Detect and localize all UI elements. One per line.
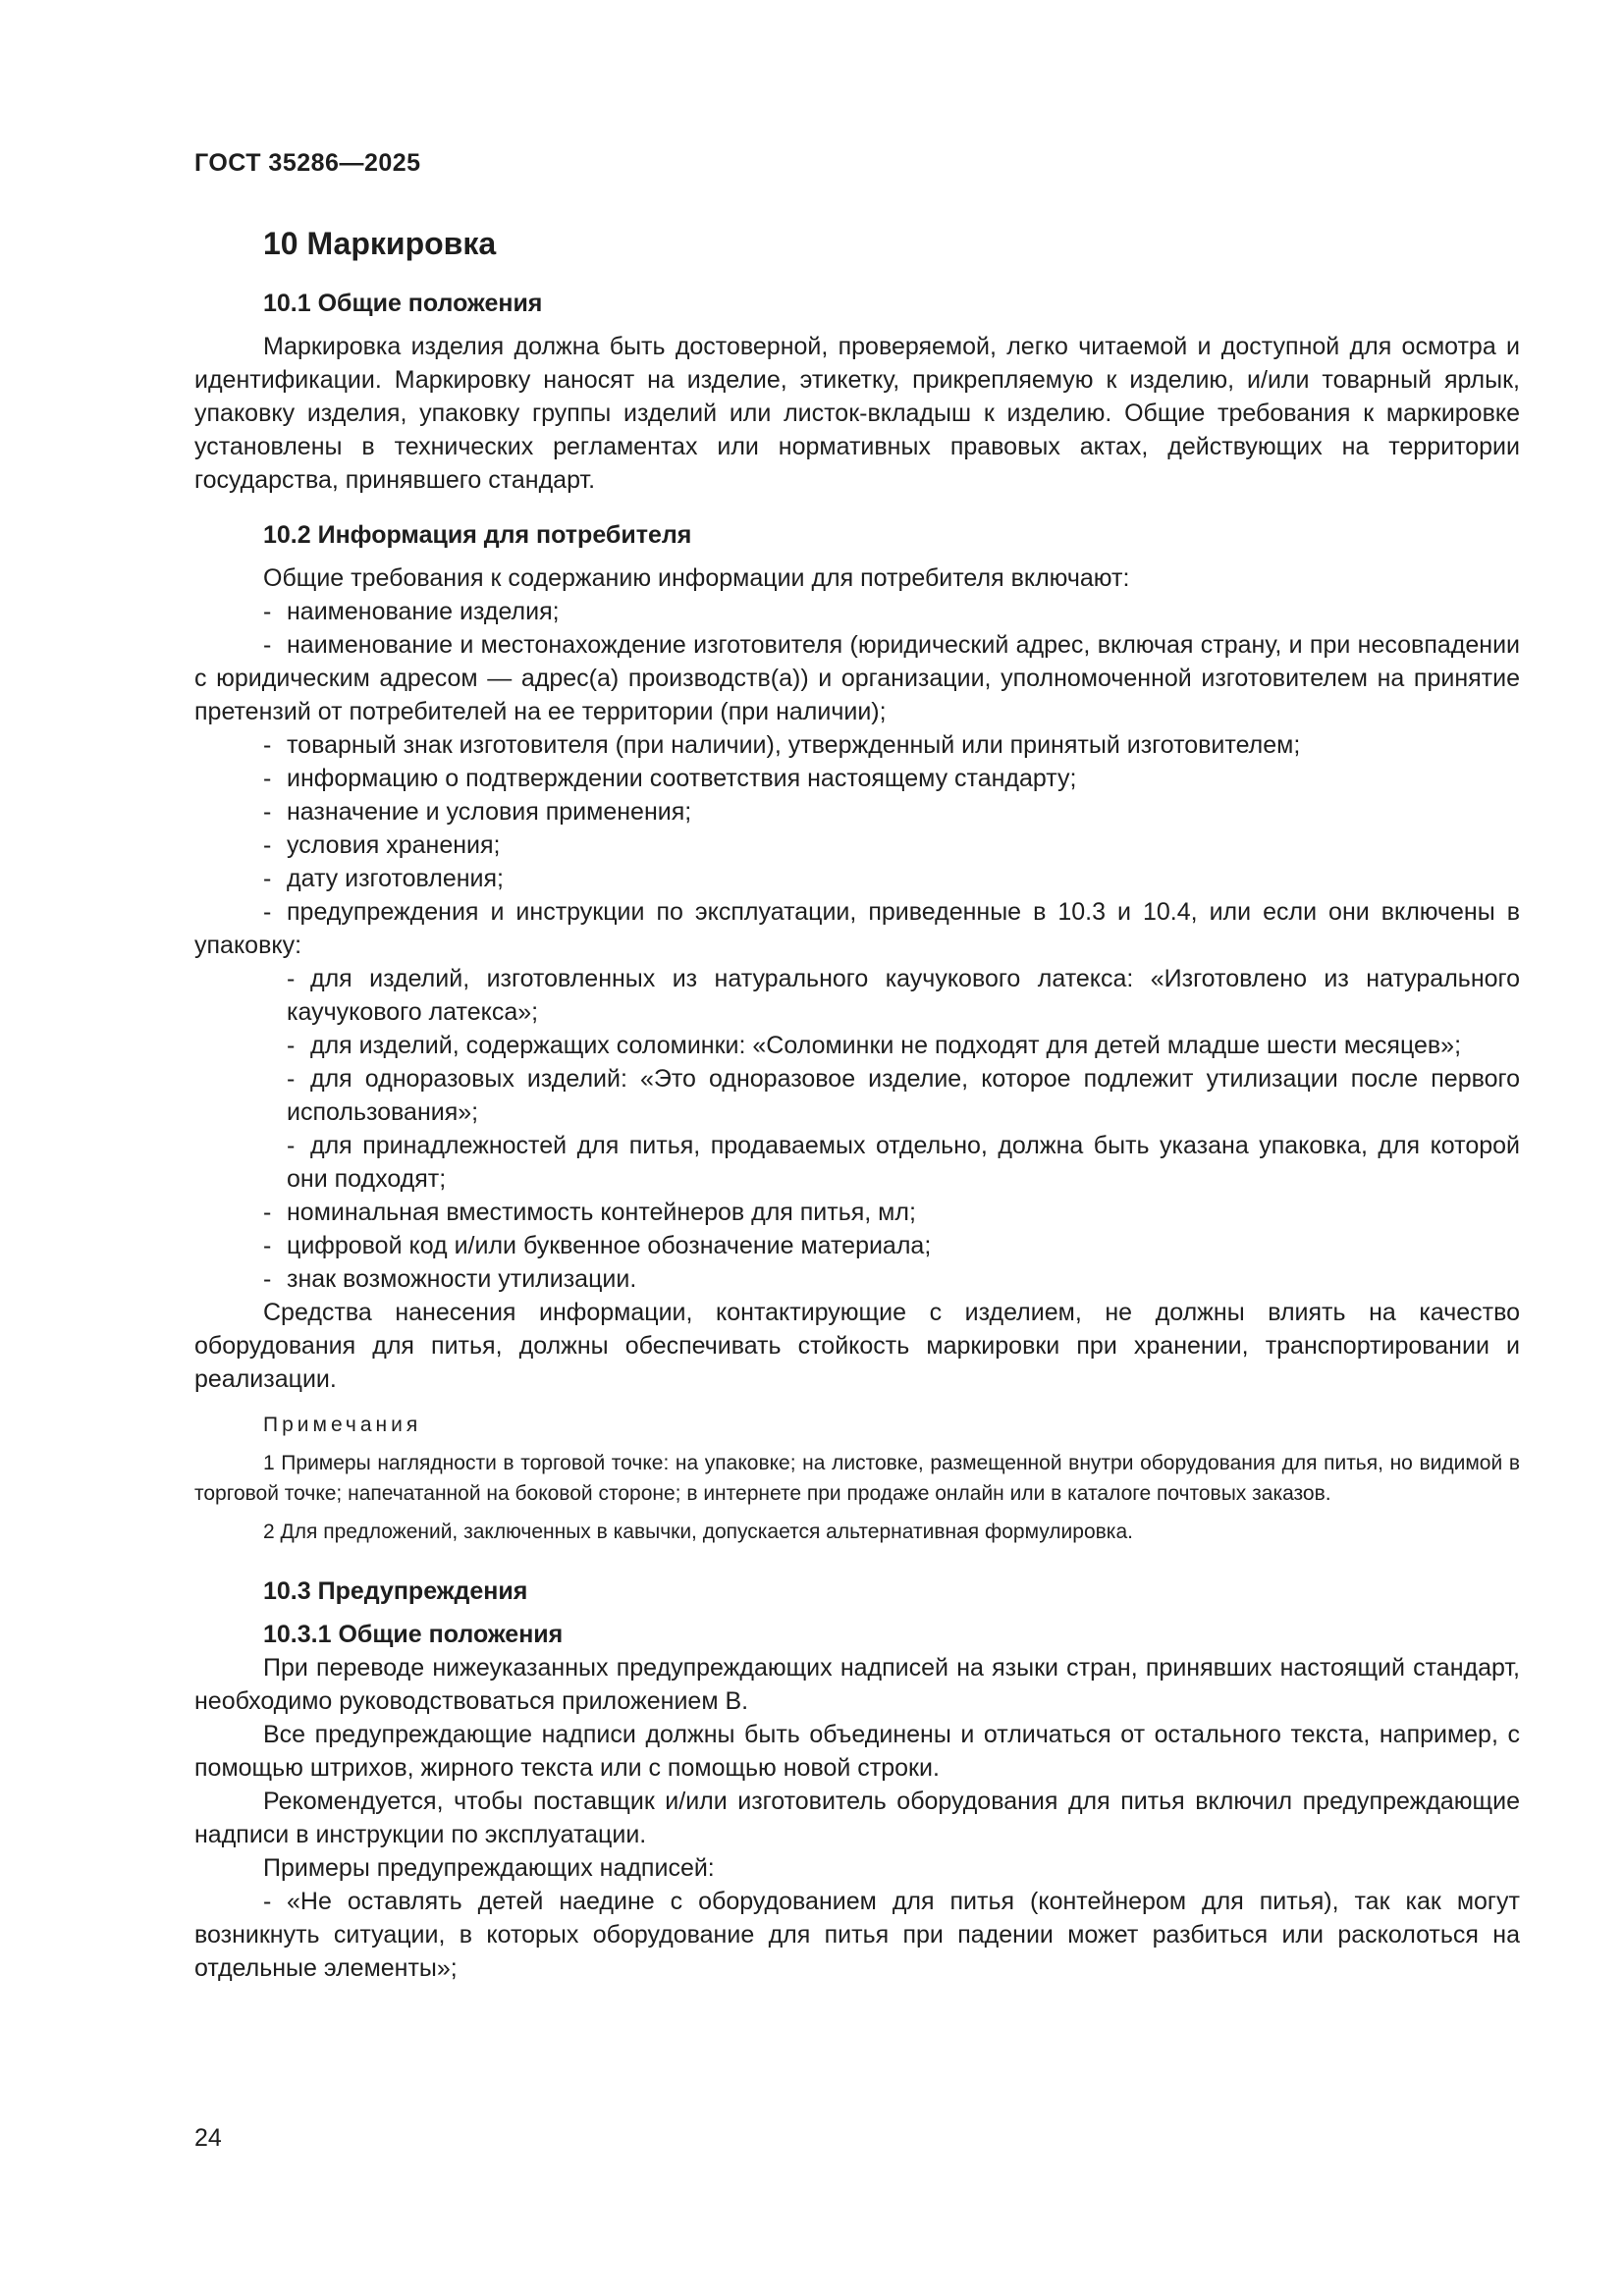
paragraph: При переводе нижеуказанных предупреждающих надписей на языки стран, принявших настоящий стандарт, необходимо руководствоваться приложением В.: [194, 1654, 1520, 1715]
list-item: - номинальная вместимость контейнеров для питья, мл;: [194, 1196, 1520, 1229]
note-item: 1 Примеры наглядности в торговой точке: на упаковке; на листовке, размещенной внутри оборудования для питья, но видимой в торговой точке; напечатанной на боковой стороне; в интернете при продаже онлайн или в каталоге почтовых заказов.: [194, 1452, 1520, 1505]
page-content: [194, 224, 1520, 1985]
list-item: - товарный знак изготовителя (при наличии), утвержденный или принятый изготовителем;: [194, 728, 1520, 762]
subsection-10-2-intro: Общие требования к содержанию информации для потребителя включают:: [263, 564, 1130, 592]
dash-marker: -: [287, 1132, 296, 1159]
subsection-10-3-1-title: 10.3.1 Общие положения: [263, 1621, 564, 1648]
section-title: 10 Маркировка: [263, 226, 497, 261]
list-item: - информацию о подтверждении соответствия настоящему стандарту;: [194, 762, 1520, 795]
dash-marker: -: [263, 898, 272, 926]
list-item: - цифровой код и/или буквенное обозначение материала;: [194, 1229, 1520, 1262]
consumer-info-list: [194, 595, 1520, 962]
sublist-item: - для изделий, изготовленных из натурального каучукового латекса: «Изготовлено из натурального каучукового латекса»;: [287, 962, 1520, 1029]
dash-marker: -: [263, 1888, 272, 1915]
dash-marker: -: [263, 831, 272, 859]
document-id: ГОСТ 35286—2025: [194, 149, 421, 177]
dash-marker: -: [263, 731, 272, 759]
sublist-item: - для одноразовых изделий: «Это одноразовое изделие, которое подлежит утилизации после первого использования»;: [287, 1062, 1520, 1129]
subsection-10-2-closing: Средства нанесения информации, контактирующие с изделием, не должны влиять на качество оборудования для питья, должны обеспечивать стойкость маркировки при хранении, транспортировании и реализации.: [194, 1299, 1520, 1393]
list-item: - условия хранения;: [194, 828, 1520, 862]
dash-marker: -: [287, 965, 296, 992]
list-item: - наименование изделия;: [194, 595, 1520, 628]
subsection-10-2-title: 10.2 Информация для потребителя: [263, 521, 692, 549]
sublist-item: - для изделий, содержащих соломинки: «Соломинки не подходят для детей младше шести месяцев»;: [287, 1029, 1520, 1062]
dash-marker: -: [263, 1199, 272, 1226]
note-item: 2 Для предложений, заключенных в кавычки, допускается альтернативная формулировка.: [263, 1521, 1133, 1543]
warnings-sublist: [194, 962, 1520, 1196]
list-item: - дату изготовления;: [194, 862, 1520, 895]
dash-marker: -: [287, 1032, 296, 1059]
consumer-info-list-continued: [194, 1196, 1520, 1296]
dash-marker: -: [263, 598, 272, 625]
dash-marker: -: [263, 765, 272, 792]
notes-block: [194, 1410, 1520, 1547]
warning-examples-list: [194, 1885, 1520, 1985]
dash-marker: -: [263, 1265, 272, 1293]
paragraph: Все предупреждающие надписи должны быть объединены и отличаться от остального текста, например, с помощью штрихов, жирного текста или с помощью новой строки.: [194, 1721, 1520, 1782]
paragraph: Примеры предупреждающих надписей:: [263, 1854, 715, 1882]
list-item: - знак возможности утилизации.: [194, 1262, 1520, 1296]
sublist-item: - для принадлежностей для питья, продаваемых отдельно, должна быть указана упаковка, для которой они подходят;: [287, 1129, 1520, 1196]
dash-marker: -: [263, 865, 272, 892]
paragraph: Рекомендуется, чтобы поставщик и/или изготовитель оборудования для питья включил предупреждающие надписи в инструкции по эксплуатации.: [194, 1788, 1520, 1848]
subsection-10-3: [194, 1575, 1520, 1985]
subsection-10-1-title: 10.1 Общие положения: [263, 290, 543, 317]
dash-marker: -: [287, 1065, 296, 1093]
notes-title: Примечания: [263, 1414, 422, 1436]
list-item: - наименование и местонахождение изготовителя (юридический адрес, включая страну, и при несовпадении с юридическим адресом — адрес(а) производств(а)) и организации, уполномоченной изготовителем на принятие претензий от потребителей на ее территории (при наличии);: [194, 628, 1520, 728]
page-number: 24: [194, 2124, 222, 2152]
dash-marker: -: [263, 631, 272, 659]
dash-marker: -: [263, 1232, 272, 1259]
subsection-10-3-title: 10.3 Предупреждения: [263, 1577, 528, 1605]
list-item: - назначение и условия применения;: [194, 795, 1520, 828]
dash-marker: -: [263, 798, 272, 826]
list-item: - предупреждения и инструкции по эксплуатации, приведенные в 10.3 и 10.4, или если они включены в упаковку:: [194, 895, 1520, 962]
subsection-10-1-text: Маркировка изделия должна быть достоверной, проверяемой, легко читаемой и доступной для осмотра и идентификации. Маркировку наносят на изделие, этикетку, прикрепляемую к изделию, и/или товарный ярлык, упаковку изделия, упаковку группы изделий или листок-вкладыш к изделию. Общие требования к маркировке установлены в технических регламентах или нормативных правовых актах, действующих на территории государства, принявшего стандарт.: [194, 333, 1520, 494]
list-item: - «Не оставлять детей наедине с оборудованием для питья (контейнером для питья), так как могут возникнуть ситуации, в которых оборудование для питья при падении может разбиться или расколоться на отдельные элементы»;: [194, 1885, 1520, 1985]
